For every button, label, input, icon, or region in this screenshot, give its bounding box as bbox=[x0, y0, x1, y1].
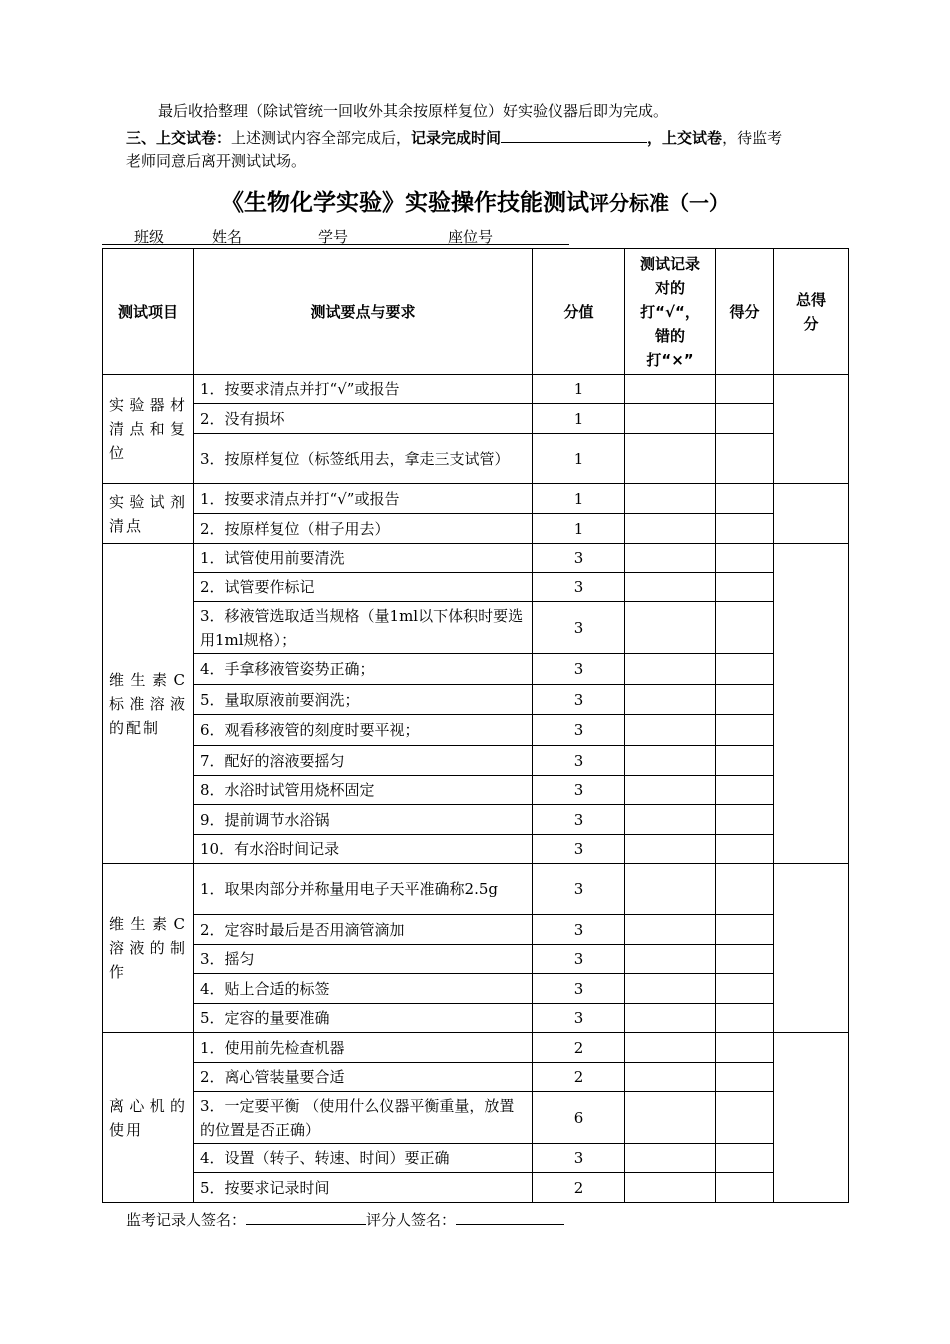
requirement-cell: 4．贴上合适的标签 bbox=[194, 974, 533, 1004]
header-item: 测试项目 bbox=[103, 249, 194, 375]
record-cell[interactable] bbox=[625, 945, 716, 974]
record-cell[interactable] bbox=[625, 864, 716, 915]
record-cell[interactable] bbox=[625, 375, 716, 404]
requirement-cell: 2．没有损坏 bbox=[194, 404, 533, 434]
got-cell[interactable] bbox=[716, 375, 774, 404]
score-cell: 3 bbox=[533, 835, 625, 864]
section-name: 维生素C溶液的制作 bbox=[103, 864, 194, 1033]
got-cell[interactable] bbox=[716, 1033, 774, 1063]
section-name: 维生素C标准溶液的配制 bbox=[103, 544, 194, 864]
header-score: 分值 bbox=[533, 249, 625, 375]
score-cell: 3 bbox=[533, 915, 625, 945]
requirement-cell: 5．量取原液前要润洗； bbox=[194, 685, 533, 715]
score-cell: 3 bbox=[533, 974, 625, 1004]
got-cell[interactable] bbox=[716, 835, 774, 864]
section-name: 实验器材清点和复位 bbox=[103, 375, 194, 484]
requirement-cell: 3．移液管选取适当规格（量1ml以下体积时要选用1ml规格）； bbox=[194, 602, 533, 654]
requirement-cell: 2．定容时最后是否用滴管滴加 bbox=[194, 915, 533, 945]
record-cell[interactable] bbox=[625, 1092, 716, 1144]
intro-line-2-end: ，待监考 bbox=[722, 129, 783, 147]
score-cell: 3 bbox=[533, 776, 625, 805]
requirement-cell: 1．按要求清点并打“√”或报告 bbox=[194, 484, 533, 514]
record-cell[interactable] bbox=[625, 573, 716, 602]
got-cell[interactable] bbox=[716, 602, 774, 654]
table-row bbox=[103, 602, 849, 654]
record-cell[interactable] bbox=[625, 514, 716, 544]
record-cell[interactable] bbox=[625, 776, 716, 805]
grader-signature-label: 评分人签名： bbox=[366, 1211, 457, 1229]
got-cell[interactable] bbox=[716, 1144, 774, 1173]
got-cell[interactable] bbox=[716, 746, 774, 776]
got-cell[interactable] bbox=[716, 654, 774, 685]
table-row bbox=[103, 1092, 849, 1144]
got-cell[interactable] bbox=[716, 434, 774, 484]
intro-line-2 bbox=[126, 126, 782, 149]
table-row bbox=[103, 746, 849, 776]
score-cell: 3 bbox=[533, 544, 625, 573]
table-row bbox=[103, 1173, 849, 1203]
section-name: 实验试剂清点 bbox=[103, 484, 194, 544]
record-cell[interactable] bbox=[625, 915, 716, 945]
record-cell[interactable] bbox=[625, 1063, 716, 1092]
requirement-cell: 5．按要求记录时间 bbox=[194, 1173, 533, 1203]
requirement-cell: 4．手拿移液管姿势正确； bbox=[194, 654, 533, 685]
got-cell[interactable] bbox=[716, 945, 774, 974]
proctor-signature-label: 监考记录人签名： bbox=[126, 1211, 247, 1229]
info-underline bbox=[102, 244, 569, 245]
intro-section-heading: 三、上交试卷： bbox=[126, 129, 232, 147]
score-cell: 2 bbox=[533, 1033, 625, 1063]
score-cell: 3 bbox=[533, 715, 625, 746]
score-cell: 3 bbox=[533, 805, 625, 835]
record-cell[interactable] bbox=[625, 746, 716, 776]
student-id-label: 学号 bbox=[318, 228, 349, 246]
score-cell: 3 bbox=[533, 864, 625, 915]
section-name: 离心机的使用 bbox=[103, 1033, 194, 1203]
table-row bbox=[103, 864, 849, 915]
record-cell[interactable] bbox=[625, 1173, 716, 1203]
table-row bbox=[103, 1144, 849, 1173]
requirement-cell: 4．设置（转子、转速、时间）要正确 bbox=[194, 1144, 533, 1173]
table-row bbox=[103, 654, 849, 685]
record-cell[interactable] bbox=[625, 484, 716, 514]
completion-time-label: 记录完成时间 bbox=[411, 129, 502, 147]
score-cell: 3 bbox=[533, 1144, 625, 1173]
table-row bbox=[103, 1063, 849, 1092]
got-cell[interactable] bbox=[716, 805, 774, 835]
header-requirement: 测试要点与要求 bbox=[194, 249, 533, 375]
table-row bbox=[103, 573, 849, 602]
record-cell[interactable] bbox=[625, 685, 716, 715]
got-cell[interactable] bbox=[716, 514, 774, 544]
record-cell[interactable] bbox=[625, 602, 716, 654]
title-main: 《生物化学实验》实验操作技能测试 bbox=[221, 190, 589, 216]
score-cell: 3 bbox=[533, 685, 625, 715]
score-cell: 1 bbox=[533, 514, 625, 544]
total-cell[interactable] bbox=[774, 375, 849, 484]
intro-line-2-text: 上述测试内容全部完成后， bbox=[231, 129, 412, 147]
table-row bbox=[103, 375, 849, 404]
record-cell[interactable] bbox=[625, 1144, 716, 1173]
record-cell[interactable] bbox=[625, 715, 716, 746]
got-cell[interactable] bbox=[716, 1173, 774, 1203]
record-cell[interactable] bbox=[625, 974, 716, 1004]
name-label: 姓名 bbox=[212, 228, 243, 246]
record-cell[interactable] bbox=[625, 835, 716, 864]
score-cell: 3 bbox=[533, 945, 625, 974]
requirement-cell: 1．取果肉部分并称量用电子天平准确称2.5g bbox=[194, 864, 533, 915]
seat-label: 座位号 bbox=[448, 228, 494, 246]
intro-line-3: 老师同意后离开测试试场。 bbox=[126, 152, 307, 170]
got-cell[interactable] bbox=[716, 404, 774, 434]
score-cell: 3 bbox=[533, 654, 625, 685]
table-row bbox=[103, 434, 849, 484]
requirement-cell: 3．一定要平衡 （使用什么仪器平衡重量，放置的位置是否正确） bbox=[194, 1092, 533, 1144]
completion-time-blank[interactable] bbox=[501, 126, 647, 143]
requirement-cell: 6．观看移液管的刻度时要平视； bbox=[194, 715, 533, 746]
requirement-cell: 3．按原样复位（标签纸用去，拿走三支试管） bbox=[194, 434, 533, 484]
proctor-signature-blank[interactable] bbox=[246, 1208, 366, 1225]
record-cell[interactable] bbox=[625, 1033, 716, 1063]
header-total: 总得分 bbox=[774, 249, 849, 375]
table-row bbox=[103, 514, 849, 544]
score-cell: 1 bbox=[533, 484, 625, 514]
submit-label: ，上交试卷 bbox=[647, 129, 723, 147]
got-cell[interactable] bbox=[716, 1004, 774, 1033]
score-cell: 1 bbox=[533, 375, 625, 404]
requirement-cell: 3．摇匀 bbox=[194, 945, 533, 974]
got-cell[interactable] bbox=[716, 1063, 774, 1092]
got-cell[interactable] bbox=[716, 685, 774, 715]
signature-line bbox=[126, 1208, 564, 1230]
got-cell[interactable] bbox=[716, 484, 774, 514]
table-row bbox=[103, 404, 849, 434]
got-cell[interactable] bbox=[716, 1092, 774, 1144]
requirement-cell: 9．提前调节水浴锅 bbox=[194, 805, 533, 835]
table-row bbox=[103, 945, 849, 974]
got-cell[interactable] bbox=[716, 864, 774, 915]
record-cell[interactable] bbox=[625, 404, 716, 434]
requirement-cell: 2．按原样复位（柑子用去） bbox=[194, 514, 533, 544]
score-cell: 3 bbox=[533, 573, 625, 602]
page-title bbox=[0, 184, 950, 217]
scoring-table bbox=[102, 248, 849, 1203]
table-row bbox=[103, 776, 849, 805]
total-cell[interactable] bbox=[774, 1033, 849, 1203]
grader-signature-blank[interactable] bbox=[456, 1208, 564, 1225]
requirement-cell: 5．定容的量要准确 bbox=[194, 1004, 533, 1033]
table-row bbox=[103, 1004, 849, 1033]
score-cell: 3 bbox=[533, 1004, 625, 1033]
requirement-cell: 2．试管要作标记 bbox=[194, 573, 533, 602]
requirement-cell: 1．使用前先检查机器 bbox=[194, 1033, 533, 1063]
score-cell: 6 bbox=[533, 1092, 625, 1144]
score-cell: 3 bbox=[533, 602, 625, 654]
got-cell[interactable] bbox=[716, 715, 774, 746]
requirement-cell: 7．配好的溶液要摇匀 bbox=[194, 746, 533, 776]
got-cell[interactable] bbox=[716, 915, 774, 945]
record-cell[interactable] bbox=[625, 434, 716, 484]
score-cell: 2 bbox=[533, 1173, 625, 1203]
table-row bbox=[103, 715, 849, 746]
record-cell[interactable] bbox=[625, 1004, 716, 1033]
table-row bbox=[103, 974, 849, 1004]
score-cell: 2 bbox=[533, 1063, 625, 1092]
record-cell[interactable] bbox=[625, 544, 716, 573]
got-cell[interactable] bbox=[716, 776, 774, 805]
total-cell[interactable] bbox=[774, 864, 849, 1033]
table-row bbox=[103, 484, 849, 514]
intro-line-1: 最后收拾整理（除试管统一回收外其余按原样复位）好实验仪器后即为完成。 bbox=[158, 102, 669, 120]
table-row bbox=[103, 805, 849, 835]
requirement-cell: 1．试管使用前要清洗 bbox=[194, 544, 533, 573]
score-cell: 1 bbox=[533, 434, 625, 484]
record-cell[interactable] bbox=[625, 805, 716, 835]
table-row bbox=[103, 915, 849, 945]
table-header-row bbox=[103, 249, 849, 375]
header-record: 测试记录对的打“√“，错的打“×” bbox=[625, 249, 716, 375]
total-cell[interactable] bbox=[774, 544, 849, 864]
total-cell[interactable] bbox=[774, 484, 849, 544]
requirement-cell: 2．离心管装量要合适 bbox=[194, 1063, 533, 1092]
got-cell[interactable] bbox=[716, 974, 774, 1004]
record-cell[interactable] bbox=[625, 654, 716, 685]
requirement-cell: 10．有水浴时间记录 bbox=[194, 835, 533, 864]
got-cell[interactable] bbox=[716, 573, 774, 602]
requirement-cell: 8．水浴时试管用烧杯固定 bbox=[194, 776, 533, 805]
class-label: 班级 bbox=[134, 228, 165, 246]
score-cell: 3 bbox=[533, 746, 625, 776]
table-row bbox=[103, 835, 849, 864]
score-cell: 1 bbox=[533, 404, 625, 434]
got-cell[interactable] bbox=[716, 544, 774, 573]
table-row bbox=[103, 685, 849, 715]
table-row bbox=[103, 544, 849, 573]
header-got: 得分 bbox=[716, 249, 774, 375]
requirement-cell: 1．按要求清点并打“√”或报告 bbox=[194, 375, 533, 404]
table-row bbox=[103, 1033, 849, 1063]
title-tail: 评分标准（一） bbox=[589, 191, 729, 215]
